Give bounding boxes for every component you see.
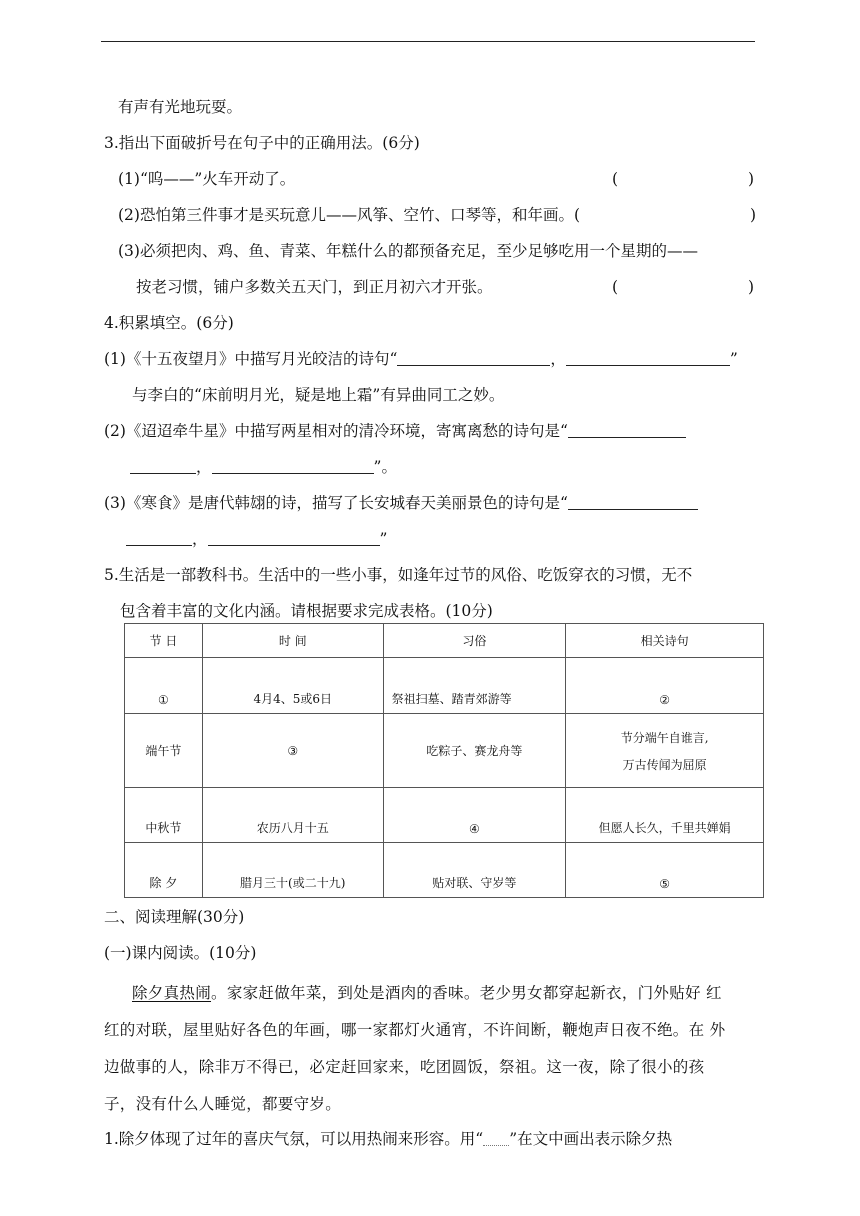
question-4-item-2-text: (2)《迢迢牵牛星》中描写两星相对的清冷环境，寄寓离愁的诗句是“ bbox=[104, 422, 568, 440]
table-header: 相关诗句 bbox=[566, 624, 764, 658]
table-cell[interactable]: ② bbox=[566, 658, 764, 714]
question-3-item-3: (3)必须把肉、鸡、鱼、青菜、年糕什么的都预备充足，至少足够吃用一个星期的—— bbox=[118, 242, 698, 260]
header-rule bbox=[101, 41, 755, 42]
table-cell: 中秋节 bbox=[125, 788, 203, 843]
question-4-item-1-cont: 与李白的“床前明月光，疑是地上霜”有异曲同工之妙。 bbox=[132, 386, 505, 404]
question-5-title-cont: 包含着丰富的文化内涵。请根据要求完成表格。(10分) bbox=[120, 602, 493, 620]
question-text: ”在文中画出表示除夕热 bbox=[509, 1130, 673, 1148]
underlined-phrase: 除夕真热闹 bbox=[132, 984, 212, 1002]
table-header: 习俗 bbox=[383, 624, 566, 658]
answer-paren-close: ) bbox=[748, 170, 755, 188]
passage-line bbox=[132, 982, 722, 1004]
table-cell: 端午节 bbox=[125, 714, 203, 788]
answer-blank[interactable] bbox=[130, 457, 196, 474]
question-4-item-1-text: (1)《十五夜望月》中描写月光皎洁的诗句“ bbox=[104, 350, 398, 368]
comma: ， bbox=[550, 350, 566, 368]
question-5-title: 5.生活是一部教科书。生活中的一些小事，如逢年过节的风俗、吃饭穿衣的习惯，无不 bbox=[104, 566, 693, 584]
passage-line: 红的对联，屋里贴好各色的年画，哪一家都灯火通宵，不许间断，鞭炮声日夜不绝。在 外 bbox=[104, 1021, 726, 1039]
question-4-item-3 bbox=[104, 492, 698, 514]
table-cell: 但愿人长久，千里共婵娟 bbox=[566, 788, 764, 843]
table-cell[interactable]: ③ bbox=[202, 714, 383, 788]
table-cell: 除 夕 bbox=[125, 843, 203, 898]
question-3-title: 3.指出下面破折号在句子中的正确用法。(6分) bbox=[104, 134, 420, 152]
reading-question-1 bbox=[104, 1128, 672, 1150]
subsection-1-title: (一)课内阅读。(10分) bbox=[104, 944, 257, 962]
question-3-item-2: (2)恐怕第三件事才是买玩意儿——风筝、空竹、口琴等，和年画。( bbox=[118, 206, 581, 224]
question-3-item-3-cont: 按老习惯，铺户多数关五天门，到正月初六才开张。 bbox=[136, 278, 493, 296]
table-cell: 祭祖扫墓、踏青郊游等 bbox=[383, 658, 566, 714]
quote-close: ” bbox=[729, 350, 738, 368]
question-4-item-1 bbox=[104, 348, 738, 370]
festival-table bbox=[124, 623, 764, 898]
comma: ， bbox=[192, 530, 208, 548]
table-cell[interactable]: ④ bbox=[383, 788, 566, 843]
answer-paren-close: ) bbox=[748, 278, 755, 296]
passage-text: 。家家赶做年菜，到处是酒肉的香味。老少男女都穿起新衣，门外贴好 红 bbox=[211, 984, 722, 1002]
table-cell bbox=[566, 714, 764, 788]
table-header: 节 日 bbox=[125, 624, 203, 658]
comma: ， bbox=[196, 458, 212, 476]
table-row bbox=[125, 714, 764, 788]
table-header: 时 间 bbox=[202, 624, 383, 658]
answer-blank[interactable] bbox=[568, 493, 698, 510]
question-3-item-1: (1)“呜——”火车开动了。 bbox=[118, 170, 296, 188]
answer-blank[interactable] bbox=[397, 349, 550, 366]
question-text: 1.除夕体现了过年的喜庆气氛，可以用热闹来形容。用“ bbox=[104, 1130, 484, 1148]
table-header-row bbox=[125, 624, 764, 658]
answer-blank[interactable] bbox=[566, 349, 730, 366]
table-cell: 农历八月十五 bbox=[202, 788, 383, 843]
answer-blank[interactable] bbox=[568, 421, 686, 438]
answer-paren-open: ( bbox=[612, 278, 619, 296]
table-cell: 腊月三十(或二十九) bbox=[202, 843, 383, 898]
answer-paren-close: ) bbox=[750, 206, 757, 224]
question-4-item-2-cont bbox=[130, 456, 397, 478]
table-cell[interactable]: ① bbox=[125, 658, 203, 714]
answer-blank[interactable] bbox=[208, 529, 380, 546]
poem-line: 节分端午自谁言, bbox=[620, 730, 709, 745]
table-cell[interactable]: ⑤ bbox=[566, 843, 764, 898]
question-4-item-3-text: (3)《寒食》是唐代韩翃的诗，描写了长安城春天美丽景色的诗句是“ bbox=[104, 494, 568, 512]
quote-close-period: ”。 bbox=[373, 458, 397, 476]
section-2-title: 二、阅读理解(30分) bbox=[104, 908, 245, 926]
table-row bbox=[125, 843, 764, 898]
question-4-title: 4.积累填空。(6分) bbox=[104, 314, 234, 332]
answer-paren-open: ( bbox=[612, 170, 619, 188]
passage-line: 边做事的人，除非万不得已，必定赶回家来，吃团圆饭，祭祖。这一夜，除了很小的孩 bbox=[104, 1058, 705, 1076]
table-row bbox=[125, 658, 764, 714]
question-4-item-2 bbox=[104, 420, 686, 442]
table-cell: 吃粽子、赛龙舟等 bbox=[383, 714, 566, 788]
table-cell: 4月4、5或6日 bbox=[202, 658, 383, 714]
quote-close: ” bbox=[379, 530, 388, 548]
answer-blank[interactable] bbox=[212, 457, 374, 474]
question-4-item-3-cont bbox=[126, 528, 387, 550]
text-line: 有声有光地玩耍。 bbox=[118, 98, 243, 116]
poem-line: 万古传闻为屈原 bbox=[622, 757, 707, 772]
answer-blank[interactable] bbox=[126, 529, 192, 546]
table-cell: 贴对联、守岁等 bbox=[383, 843, 566, 898]
underline-symbol-sample bbox=[483, 1131, 509, 1146]
table-row bbox=[125, 788, 764, 843]
passage-line: 子，没有什么人睡觉，都要守岁。 bbox=[104, 1095, 342, 1113]
